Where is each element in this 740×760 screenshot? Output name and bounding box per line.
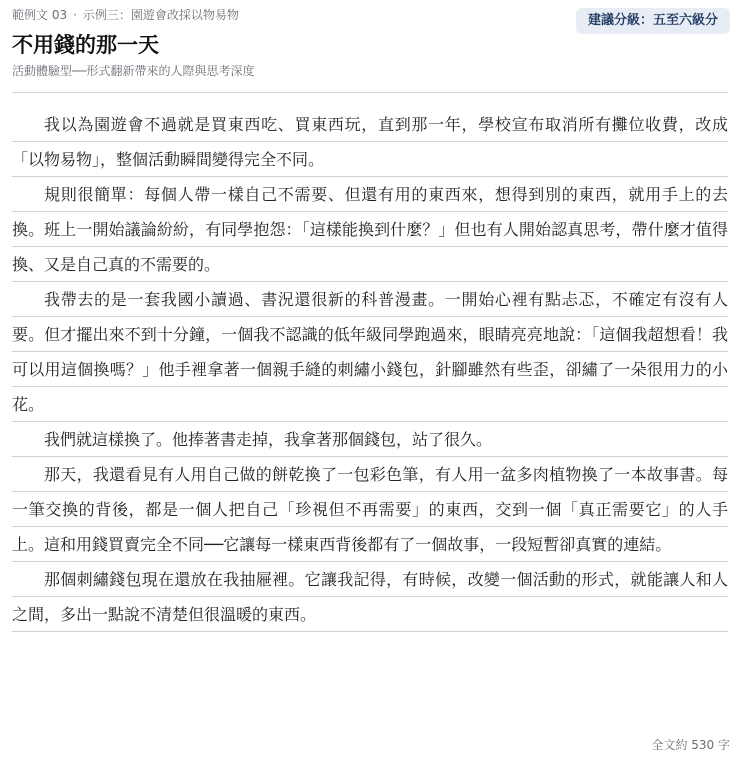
essay-subtitle: 活動體驗型──形式翻新帶來的人際與思考深度 bbox=[12, 64, 255, 78]
essay-paragraph: 那個刺繡錢包現在還放在我抽屜裡。它讓我記得，有時候，改變一個活動的形式，就能讓人和人之間，多出一點說不清楚但很溫暖的東西。 bbox=[12, 562, 728, 632]
essay-paragraph: 我以為園遊會不過就是買東西吃、買東西玩，直到那一年，學校宣布取消所有攤位收費，改成「以物易物」，整個活動瞬間變得完全不同。 bbox=[12, 107, 728, 177]
word-count: 全文約 530 字 bbox=[651, 738, 730, 752]
essay-paragraph: 我們就這樣換了。他捧著書走掉，我拿著那個錢包，站了很久。 bbox=[12, 422, 728, 457]
essay-paragraph: 那天，我還看見有人用自己做的餅乾換了一包彩色筆，有人用一盆多肉植物換了一本故事書。每一筆交換的背後，都是一個人把自己「珍視但不再需要」的東西，交到一個「真正需要它」的人手上。這和用錢買賣完全不同──它讓每一樣東西背後都有了一個故事，一段短暫卻真實的連結。 bbox=[12, 457, 728, 562]
essay-paragraph: 我帶去的是一套我國小讀過、書況還很新的科普漫畫。一開始心裡有點忐忑，不確定有沒有人要。但才擺出來不到十分鐘，一個我不認識的低年級同學跑過來，眼睛亮亮地說：「這個我超想看！我可以用這個換嗎？」他手裡拿著一個親手縫的刺繡小錢包，針腳雖然有些歪，卻繡了一朵很用力的小花。 bbox=[12, 282, 728, 422]
grade-badge: 建議分級：五至六級分 bbox=[576, 8, 730, 34]
essay-header bbox=[0, 0, 740, 80]
essay-title: 不用錢的那一天 bbox=[12, 32, 159, 57]
breadcrumb-separator: · bbox=[73, 8, 77, 22]
essay-paragraph: 規則很簡單：每個人帶一樣自己不需要、但還有用的東西來，想得到別的東西，就用手上的去換。班上一開始議論紛紛，有同學抱怨：「這樣能換到什麼？」但也有人開始認真思考，帶什麼才值得換、又是自己真的不需要的。 bbox=[12, 177, 728, 282]
header-divider bbox=[12, 92, 728, 93]
example-number: 範例文 03 bbox=[12, 8, 68, 22]
essay-body bbox=[0, 107, 740, 632]
example-name: 示例三：園遊會改採以物易物 bbox=[82, 8, 239, 22]
